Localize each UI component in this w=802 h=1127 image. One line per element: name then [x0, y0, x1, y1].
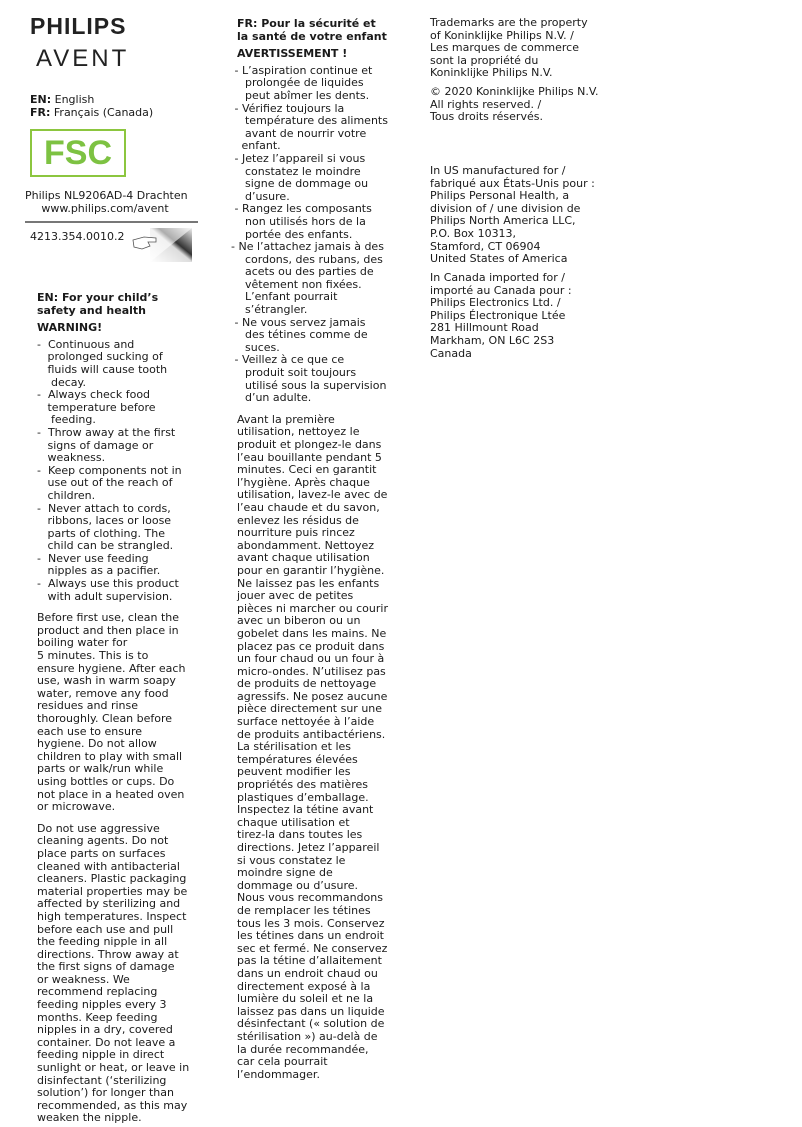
fr-warning: AVERTISSEMENT !: [237, 47, 348, 61]
philips-logo: PHILIPS: [30, 13, 127, 39]
en-care-paragraph: Do not use aggressive cleaning agents. Do not place parts on surfaces cleaned with antibacterial cleaners. Plastic packaging material properties may be affected by sterilizing and high temperatures. Inspect before each use and pull the feeding nipple in all directions. Throw away at the first signs of damage or weakness. We recommend replacing feeding nipples every 3 months. Keep feeding nipples in a dry, covered container. Do not leave a feeding nipple in direct sunlight or heat, or leave in disinfectant (‘sterilizing solution’) for longer than recommended, as this may weaken the nipple.: [37, 821, 190, 1125]
en-cleaning-paragraph: Before first use, clean the product and then place in boiling water for 5 minutes. This is to ensure hygiene. After each use, wash in warm soapy water, remove any food residues and rinse thoroughly. Clean before each use to ensure hygiene. Do not allow children to play with small parts or walk/run while using bottles or cups. Do not place in a heated oven or microwave.: [37, 611, 186, 814]
manufacturer-address: Philips NL9206AD-4 Drachten www.philips.com/avent: [25, 189, 188, 215]
language-code: FR:: [30, 105, 51, 119]
fr-care-paragraph: Avant la première utilisation, nettoyez le produit et plongez-le dans l’eau bouillante pendant 5 minutes. Ceci en garantit l’hygiène. Après chaque utilisation, lavez-le avec de l’eau chaude et du savon, enlevez les résidus de nourriture puis rincez abondamment. Nettoyez avant chaque utilisation pour en garantir l’hygiène. Ne laissez pas les enfants jouer avec de petites pièces ni marcher ou courir avec un biberon ou un gobelet dans les mains. Ne placez pas ce produit dans un four chaud ou un four à micro-ondes. N’utilisez pas de produits de nettoyage agressifs. Ne posez aucune pièce directement sur une surface nettoyée à l’aide de produits antibactériens. La stérilisation et les températures élevées peuvent modifier les propriétés des matières plastiques d’emballage. Inspectez la tétine avant chaque utilisation et tirez-la dans toutes les directions. Jetez l’appareil si vous constatez le moindre signe de dommage ou d’usure. Nous vous recommandons de remplacer les tétines tous les 3 mois. Conservez les tétines dans un endroit sec et fermé. Ne conservez pas la tétine d’allaitement dans un endroit chaud ou directement exposé à la lumière du soleil et ne la laissez pas dans un liquide désinfectant (« solution de stérilisation ») au-delà de la durée recommandée, car cela pourrait l’endommager.: [237, 412, 388, 1081]
language-name: Français (Canada): [53, 105, 154, 119]
copyright-notice: © 2020 Koninklijke Philips N.V. All rights reserved. / Tous droits réservés.: [430, 85, 599, 124]
en-warning-item: - Never attach to cords, ribbons, laces or loose parts of clothing. The child can be strangled.: [37, 501, 174, 553]
page-turn-hand-icon: [130, 228, 192, 262]
en-heading: EN: For your child’s safety and health: [37, 291, 159, 317]
language-list: [30, 94, 153, 119]
en-warning-item: - Always use this product with adult supervision.: [37, 577, 179, 603]
en-warning-item: - Always check food temperature before feeding.: [37, 388, 156, 427]
en-warning-item: - Throw away at the first signs of damage or weakness.: [37, 425, 176, 465]
canada-importer: In Canada imported for / importé au Canada pour : Philips Electronics Ltd. / Philips Électronique Ltée 281 Hillmount Road Markham, ON L6C 2S3 Canada: [430, 271, 572, 360]
fr-warning-item: - L’aspiration continue et prolongée de liquides peut abîmer les dents.: [234, 63, 373, 102]
avent-logo: AVENT: [36, 45, 130, 72]
language-code: EN:: [30, 93, 52, 106]
en-warning-item: - Never use feeding nipples as a pacifier.: [37, 551, 161, 578]
fr-warning-item: - Ne vous servez jamais des tétines comme de suces.: [234, 315, 368, 354]
fr-section: [231, 18, 421, 1081]
fsc-logo: FSC: [30, 129, 126, 177]
en-warning: WARNING!: [37, 321, 103, 335]
en-warning-item: - Continuous and prolonged sucking of fluids will cause tooth decay.: [37, 337, 168, 389]
en-warning-item: - Keep components not in use out of the reach of children.: [37, 463, 182, 502]
divider: [25, 221, 198, 223]
en-section: [37, 292, 212, 1125]
fr-warning-item: - Rangez les composants non utilisés hors de la portée des enfants.: [234, 202, 372, 241]
fr-warning-item: - Vérifiez toujours la température des aliments avant de nourrir votre enfant.: [234, 101, 388, 153]
fr-heading: FR: Pour la sécurité et la santé de votre enfant: [237, 17, 387, 43]
trademark-notice: Trademarks are the property of Koninklijke Philips N.V. / Les marques de commerce sont la propriété du Koninklijke Philips N.V.: [430, 16, 588, 80]
language-name: English: [54, 93, 95, 106]
fr-warning-item: - Jetez l’appareil si vous constatez le moindre signe de dommage ou d’usure.: [234, 151, 369, 203]
language-fr: [30, 107, 153, 120]
document-code: 4213.354.0010.2: [30, 230, 125, 243]
fr-warning-item: - Ne l’attachez jamais à des cordons, des rubans, des acets ou des parties de vêtement non fixées. L’enfant pourrait s’étrangler.: [231, 240, 384, 317]
us-manufacturer: In US manufactured for / fabriqué aux États-Unis pour : Philips Personal Health, a division of / une division de Philips North America LLC, P.O. Box 10313, Stamford, CT 06904 United States of America: [430, 164, 595, 266]
fr-warning-item: - Veillez à ce que ce produit soit toujours utilisé sous la supervision d’un adulte.: [234, 353, 387, 405]
